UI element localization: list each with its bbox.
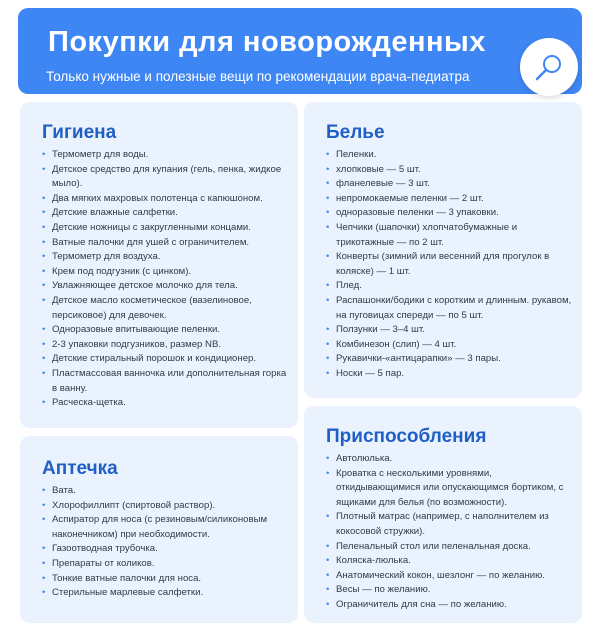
list-item: • Крем под подгузник (с цинком). bbox=[42, 265, 292, 280]
list-item: • непромокаемые пеленки — 2 шт. bbox=[326, 192, 576, 207]
list-item: • Распашонки/бодики с коротким и длинным. рукавом, на пуговицах спереди — по 5 шт. bbox=[326, 294, 576, 323]
list-item: • Газоотводная трубочка. bbox=[42, 542, 292, 557]
list-item: • Расческа-щетка. bbox=[42, 396, 292, 411]
first-aid-title: Аптечка bbox=[42, 458, 118, 479]
list-item: • Увлажняющее детское молочко для тела. bbox=[42, 279, 292, 294]
devices-card bbox=[304, 406, 582, 623]
list-item: • фланелевые — 3 шт. bbox=[326, 177, 576, 192]
list-item: • одноразовые пеленки — 3 упаковки. bbox=[326, 206, 576, 221]
list-item: • Плотный матрас (например, с наполнителем из кокосовой стружки). bbox=[326, 510, 576, 539]
page-subtitle: Только нужные и полезные вещи по рекомендации врача-педиатра bbox=[46, 69, 470, 84]
list-item: • хлопковые — 5 шт. bbox=[326, 163, 576, 178]
list-item: • 2-3 упаковки подгузников, размер NB. bbox=[42, 338, 292, 353]
hygiene-list bbox=[42, 148, 292, 411]
header-banner bbox=[18, 8, 582, 94]
linen-title: Белье bbox=[326, 122, 385, 143]
hygiene-card bbox=[20, 102, 298, 428]
devices-title: Приспособления bbox=[326, 426, 487, 447]
list-item: • Пластмассовая ванночка или дополнительная горка в ванну. bbox=[42, 367, 292, 396]
list-item: • Хлорофиллипт (спиртовой раствор). bbox=[42, 499, 292, 514]
list-item: • Ватные палочки для ушей с ограничителем. bbox=[42, 236, 292, 251]
list-item: • Вата. bbox=[42, 484, 292, 499]
list-item: • Два мягких махровых полотенца с капюшоном. bbox=[42, 192, 292, 207]
first-aid-list bbox=[42, 484, 292, 601]
list-item: • Чепчики (шапочки) хлопчатобумажные и трикотажные — по 2 шт. bbox=[326, 221, 576, 250]
page-title: Покупки для новорожденных bbox=[48, 26, 486, 58]
list-item: • Плед. bbox=[326, 279, 576, 294]
list-item: • Конверты (зимний или весенний для прогулок в коляске) — 1 шт. bbox=[326, 250, 576, 279]
list-item: • Ограничитель для сна — по желанию. bbox=[326, 598, 576, 613]
list-item: • Аспиратор для носа (с резиновым/силиконовым наконечником) при необходимости. bbox=[42, 513, 292, 542]
list-item: • Автолюлька. bbox=[326, 452, 576, 467]
list-item: • Ползунки — 3–4 шт. bbox=[326, 323, 576, 338]
list-item: • Коляска-люлька. bbox=[326, 554, 576, 569]
list-item: • Термометр для воздуха. bbox=[42, 250, 292, 265]
list-item: • Весы — по желанию. bbox=[326, 583, 576, 598]
list-item: • Препараты от коликов. bbox=[42, 557, 292, 572]
list-item: • Рукавички-«антицарапки» — 3 пары. bbox=[326, 352, 576, 367]
list-item: • Носки — 5 пар. bbox=[326, 367, 576, 382]
devices-list bbox=[326, 452, 576, 613]
linen-list bbox=[326, 148, 576, 382]
list-item: • Кроватка с несколькими уровнями, откидывающимися или опускающимся бортиком, с ящиками для белья (по возможности). bbox=[326, 467, 576, 511]
list-item: • Стерильные марлевые салфетки. bbox=[42, 586, 292, 601]
list-item: • Детское средство для купания (гель, пенка, жидкое мыло). bbox=[42, 163, 292, 192]
magnifier-icon bbox=[534, 52, 564, 82]
list-item: • Пеленальный стол или пеленальная доска. bbox=[326, 540, 576, 555]
list-item: • Пеленки. bbox=[326, 148, 576, 163]
list-item: • Детские влажные салфетки. bbox=[42, 206, 292, 221]
list-item: • Анатомический кокон, шезлонг — по желанию. bbox=[326, 569, 576, 584]
linen-card bbox=[304, 102, 582, 398]
first-aid-card bbox=[20, 436, 298, 623]
list-item: • Детское масло косметическое (вазелиновое, персиковое) для девочек. bbox=[42, 294, 292, 323]
zoom-button[interactable] bbox=[520, 38, 578, 96]
list-item: • Детские ножницы с закругленными концами. bbox=[42, 221, 292, 236]
list-item: • Комбинезон (слип) — 4 шт. bbox=[326, 338, 576, 353]
list-item: • Тонкие ватные палочки для носа. bbox=[42, 572, 292, 587]
list-item: • Термометр для воды. bbox=[42, 148, 292, 163]
hygiene-title: Гигиена bbox=[42, 122, 117, 143]
list-item: • Детские стиральный порошок и кондиционер. bbox=[42, 352, 292, 367]
list-item: • Одноразовые впитывающие пеленки. bbox=[42, 323, 292, 338]
